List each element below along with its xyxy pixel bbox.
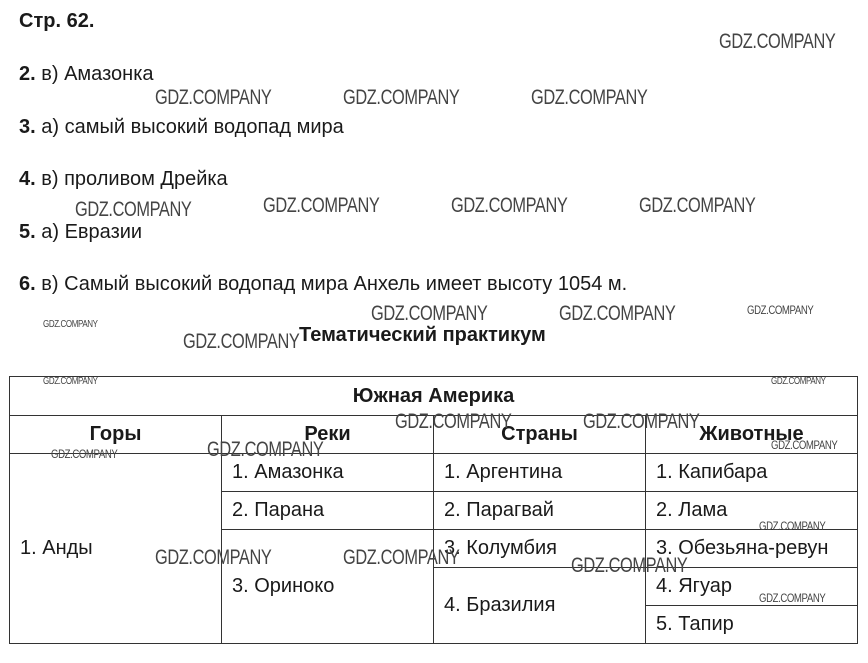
- header-animals: Животные: [646, 416, 858, 454]
- watermark: GDZ.COMPANY: [559, 302, 676, 325]
- watermark: GDZ.COMPANY: [371, 302, 488, 325]
- country-cell: 2. Парагвай: [434, 492, 646, 530]
- answer-text: в) Самый высокий водопад мира Анхель имеет высоту 1054 м.: [41, 273, 628, 295]
- watermark: GDZ.COMPANY: [343, 86, 460, 109]
- river-cell: 2. Парана: [222, 492, 434, 530]
- watermark: GDZ.COMPANY: [395, 410, 512, 433]
- animal-cell: 2. Лама: [646, 492, 858, 530]
- watermark: GDZ.COMPANY: [759, 591, 826, 605]
- watermark: GDZ.COMPANY: [451, 194, 568, 217]
- answer-number: 2.: [19, 63, 36, 85]
- watermark: GDZ.COMPANY: [155, 86, 272, 109]
- answer-5: [19, 221, 142, 244]
- answer-2: [19, 63, 154, 86]
- answer-number: 5.: [19, 221, 36, 243]
- country-cell: 3. Колумбия: [434, 530, 646, 568]
- watermark: GDZ.COMPANY: [343, 546, 460, 569]
- answer-text: в) Амазонка: [41, 63, 154, 85]
- header-countries: Страны: [434, 416, 646, 454]
- watermark: GDZ.COMPANY: [583, 410, 700, 433]
- watermark: GDZ.COMPANY: [571, 554, 688, 577]
- table-title: Южная Америка: [10, 377, 858, 416]
- watermark: GDZ.COMPANY: [719, 30, 836, 53]
- watermark: GDZ.COMPANY: [771, 376, 826, 387]
- watermark: GDZ.COMPANY: [51, 447, 118, 461]
- river-cell: 1. Амазонка: [222, 454, 434, 492]
- country-cell: 4. Бразилия: [434, 568, 646, 644]
- answer-text: а) Евразии: [41, 221, 143, 243]
- watermark: GDZ.COMPANY: [75, 198, 192, 221]
- watermark: GDZ.COMPANY: [155, 546, 272, 569]
- answer-text: а) самый высокий водопад мира: [41, 116, 344, 138]
- mountain-cell: 1. Анды: [10, 454, 222, 644]
- answer-3: [19, 116, 344, 139]
- answer-6: [19, 273, 627, 296]
- animal-cell: 5. Тапир: [646, 606, 858, 644]
- answer-number: 3.: [19, 116, 36, 138]
- river-cell: 3. Ориноко: [222, 530, 434, 644]
- watermark: GDZ.COMPANY: [43, 376, 98, 387]
- section-title: Тематический практикум: [299, 324, 546, 346]
- watermark: GDZ.COMPANY: [207, 438, 324, 461]
- animal-cell: 4. Ягуар: [646, 568, 858, 606]
- animal-cell: 1. Капибара: [646, 454, 858, 492]
- answer-number: 6.: [19, 273, 36, 295]
- watermark: GDZ.COMPANY: [531, 86, 648, 109]
- watermark: GDZ.COMPANY: [759, 519, 826, 533]
- answer-text: в) проливом Дрейка: [41, 168, 228, 190]
- animal-cell: 3. Обезьяна-ревун: [646, 530, 858, 568]
- header-rivers: Реки: [222, 416, 434, 454]
- watermark: GDZ.COMPANY: [263, 194, 380, 217]
- watermark: GDZ.COMPANY: [639, 194, 756, 217]
- watermark: GDZ.COMPANY: [43, 319, 98, 330]
- page-heading: Стр. 62.: [19, 10, 95, 32]
- watermark: GDZ.COMPANY: [183, 330, 300, 353]
- watermark: GDZ.COMPANY: [771, 438, 838, 452]
- answer-number: 4.: [19, 168, 36, 190]
- watermark: GDZ.COMPANY: [747, 303, 814, 317]
- header-mountains: Горы: [10, 416, 222, 454]
- south-america-table: [9, 376, 858, 644]
- country-cell: 1. Аргентина: [434, 454, 646, 492]
- answer-4: [19, 168, 228, 191]
